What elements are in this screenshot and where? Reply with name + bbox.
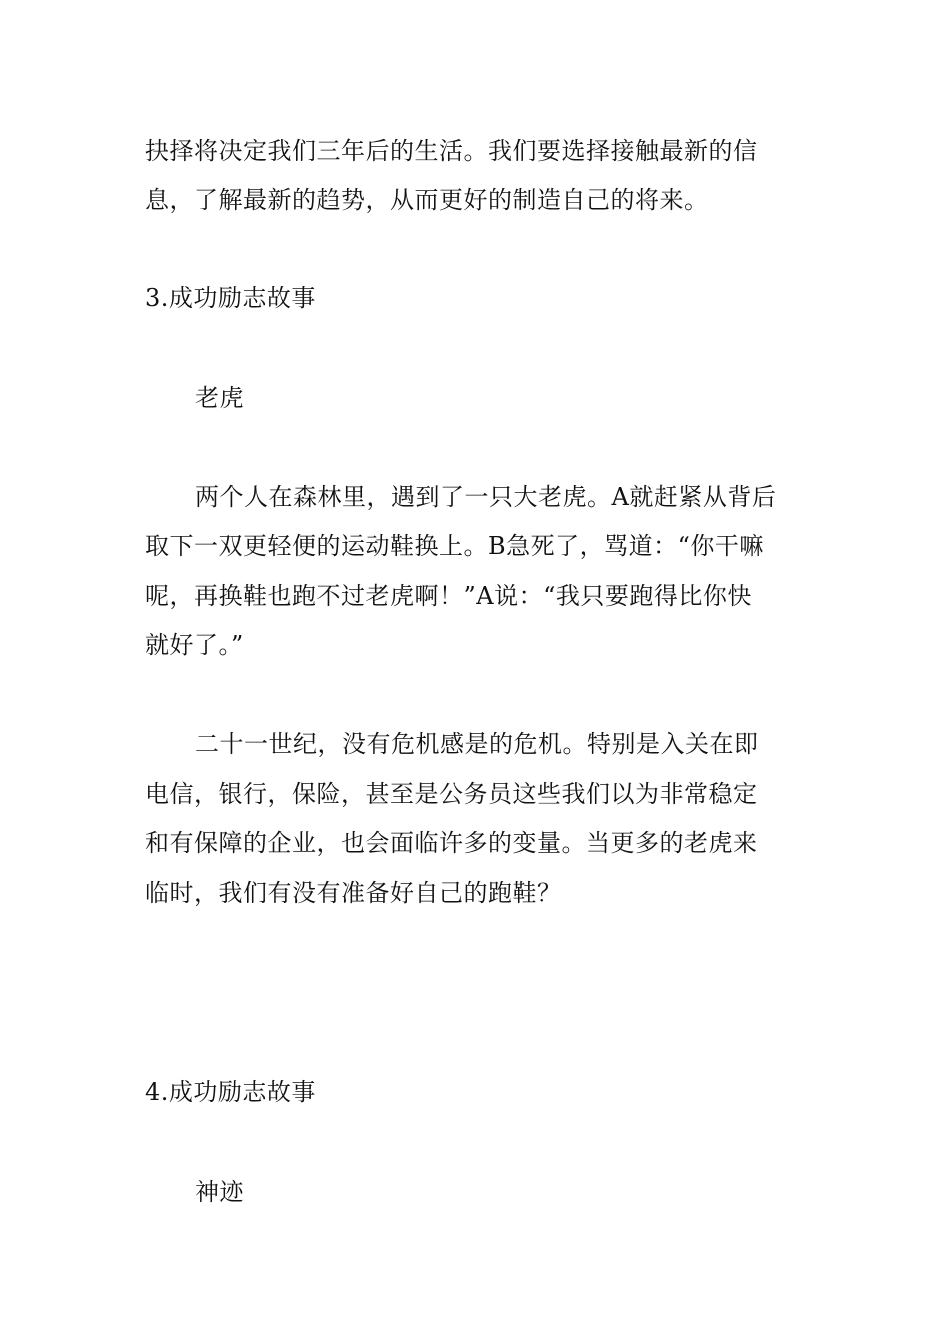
- reflection-line: 和有保障的企业，也会面临许多的变量。当更多的老虎来: [145, 829, 758, 857]
- story-line: 两个人在森林里，遇到了一只大老虎。A就赶紧从背后: [195, 483, 777, 511]
- paragraph-line: 息，了解最新的趋势，从而更好的制造自己的将来。: [145, 186, 709, 214]
- reflection-line: 临时，我们有没有准备好自己的跑鞋？: [145, 879, 562, 907]
- reflection-line: 电信，银行，保险，甚至是公务员这些我们以为非常稳定: [145, 780, 758, 808]
- story-line: 就好了。”: [145, 631, 244, 659]
- story-title-miracle: 神迹: [195, 1178, 244, 1206]
- story-title-tiger: 老虎: [195, 384, 244, 412]
- story-line: 呢，再换鞋也跑不过老虎啊！”A说：“我只要跑得比你快: [145, 582, 752, 610]
- section-heading-4: 4.成功励志故事: [145, 1078, 316, 1106]
- section-heading-3: 3.成功励志故事: [145, 284, 316, 312]
- paragraph-line: 抉择将决定我们三年后的生活。我们要选择接触最新的信: [145, 137, 758, 165]
- story-line: 取下一双更轻便的运动鞋换上。B急死了，骂道：“你干嘛: [145, 532, 764, 560]
- reflection-line: 二十一世纪，没有危机感是的危机。特别是入关在即: [195, 730, 759, 758]
